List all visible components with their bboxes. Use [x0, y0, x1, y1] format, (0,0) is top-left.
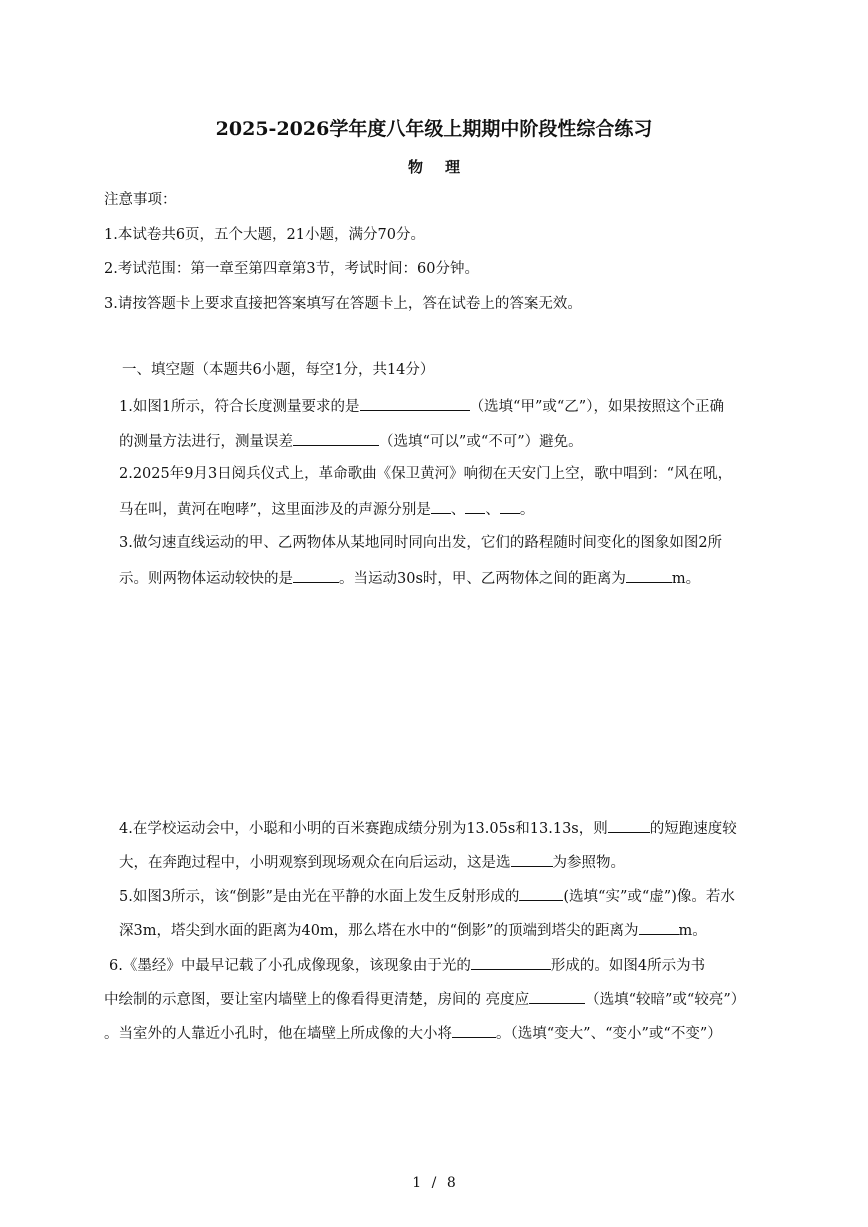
page-title: 2025-2026学年度八年级上期期中阶段性综合练习: [215, 118, 653, 140]
question-text: 为参照物。: [552, 855, 625, 871]
question-text: 深3m，塔尖到水面的距离为40m，那么塔在水中的“倒影”的顶端到塔尖的距离为: [119, 923, 639, 939]
page-separator: /: [431, 1175, 437, 1191]
question-2-line-1: 2.2025年9月3日阅兵仪式上，革命歌曲《保卫黄河》响彻在天安门上空，歌中唱到：“风在吼，: [119, 466, 733, 482]
question-text: 6.《墨经》中最早记载了小孔成像现象，该现象由于光的: [109, 958, 471, 974]
question-5-line-1: [119, 885, 735, 907]
question-3-line-2: [119, 567, 700, 589]
notice-item-2: 2.考试范围：第一章至第四章第3节，考试时间：60分钟。: [104, 261, 480, 277]
question-text: 形成的。如图4所示为书: [550, 958, 706, 974]
question-text: 的测量方法进行，测量误差: [119, 434, 293, 450]
question-6-line-2: [104, 988, 745, 1010]
question-text: （选填“可以”或“不可”）避免。: [379, 434, 583, 450]
answer-blank: [500, 498, 520, 514]
answer-blank: [360, 395, 470, 411]
answer-blank: [452, 1022, 496, 1038]
answer-blank: [608, 817, 650, 833]
current-page: 1: [412, 1175, 422, 1191]
question-1-line-1: [119, 395, 724, 417]
separator: 、: [450, 502, 466, 518]
answer-blank: [431, 498, 451, 514]
question-text: 马在叫，黄河在咆哮”，这里面涉及的声源分别是: [119, 502, 431, 518]
separator: 、: [485, 502, 500, 518]
question-text: 。当运动30s时，甲、乙两物体之间的距离为: [339, 571, 626, 587]
question-4-line-2: [119, 851, 625, 873]
question-1-line-2: [119, 430, 583, 452]
answer-blank: [293, 567, 339, 583]
answer-blank: [471, 954, 551, 970]
question-text: 。当室外的人靠近小孔时，他在墙壁上所成像的大小将: [104, 1026, 452, 1042]
answer-blank: [529, 988, 585, 1004]
question-text: 。: [519, 502, 535, 518]
notice-item-3: 3.请按答题卡上要求直接把答案填写在答题卡上，答在试卷上的答案无效。: [104, 296, 582, 312]
notice-heading: 注意事项：: [104, 192, 177, 208]
question-text: 的短跑速度较: [649, 821, 737, 837]
question-text: （选填“较暗”或“较亮”）: [585, 992, 746, 1008]
notice-item-1: 1.本试卷共6页，五个大题，21小题，满分70分。: [104, 227, 425, 243]
question-5-line-2: [119, 919, 707, 941]
answer-blank: [639, 919, 679, 935]
total-pages: 8: [446, 1175, 456, 1191]
question-6-line-1: [109, 954, 705, 976]
page-number: [0, 1173, 868, 1193]
answer-blank: [519, 885, 563, 901]
question-4-line-1: [119, 817, 737, 839]
question-text: m。: [671, 571, 701, 587]
section-1-heading: 一、填空题（本题共6小题，每空1分，共14分）: [122, 362, 435, 378]
answer-blank: [511, 851, 553, 867]
question-text: (选填“实”或“虚”)像。若水: [563, 889, 735, 905]
question-3-line-1: 3.做匀速直线运动的甲、乙两物体从某地同时同向出发，它们的路程随时间变化的图象如图2所: [119, 535, 723, 551]
answer-blank: [626, 567, 672, 583]
answer-blank: [293, 430, 379, 446]
question-text: （选填“甲”或“乙”），如果按照这个正确: [469, 399, 724, 415]
question-2-line-2: [119, 498, 534, 520]
question-text: 大，在奔跑过程中，小明观察到现场观众在向后运动，这是选: [119, 855, 511, 871]
subject-title: 物理: [407, 158, 482, 176]
question-text: m。: [678, 923, 707, 939]
question-text: 5.如图3所示，该“倒影”是由光在平静的水面上发生反射形成的: [119, 889, 520, 905]
answer-blank: [465, 498, 485, 514]
question-text: 中绘制的示意图，要让室内墙壁上的像看得更清楚，房间的 亮度应: [104, 992, 530, 1008]
question-text: 示。则两物体运动较快的是: [119, 571, 293, 587]
question-text: 1.如图1所示，符合长度测量要求的是: [119, 399, 360, 415]
question-text: 4.在学校运动会中，小聪和小明的百米赛跑成绩分别为13.05s和13.13s，则: [119, 821, 608, 837]
question-6-line-3: [104, 1022, 722, 1044]
question-text: 。（选填“变大”、“变小”或“不变”）: [496, 1026, 722, 1042]
